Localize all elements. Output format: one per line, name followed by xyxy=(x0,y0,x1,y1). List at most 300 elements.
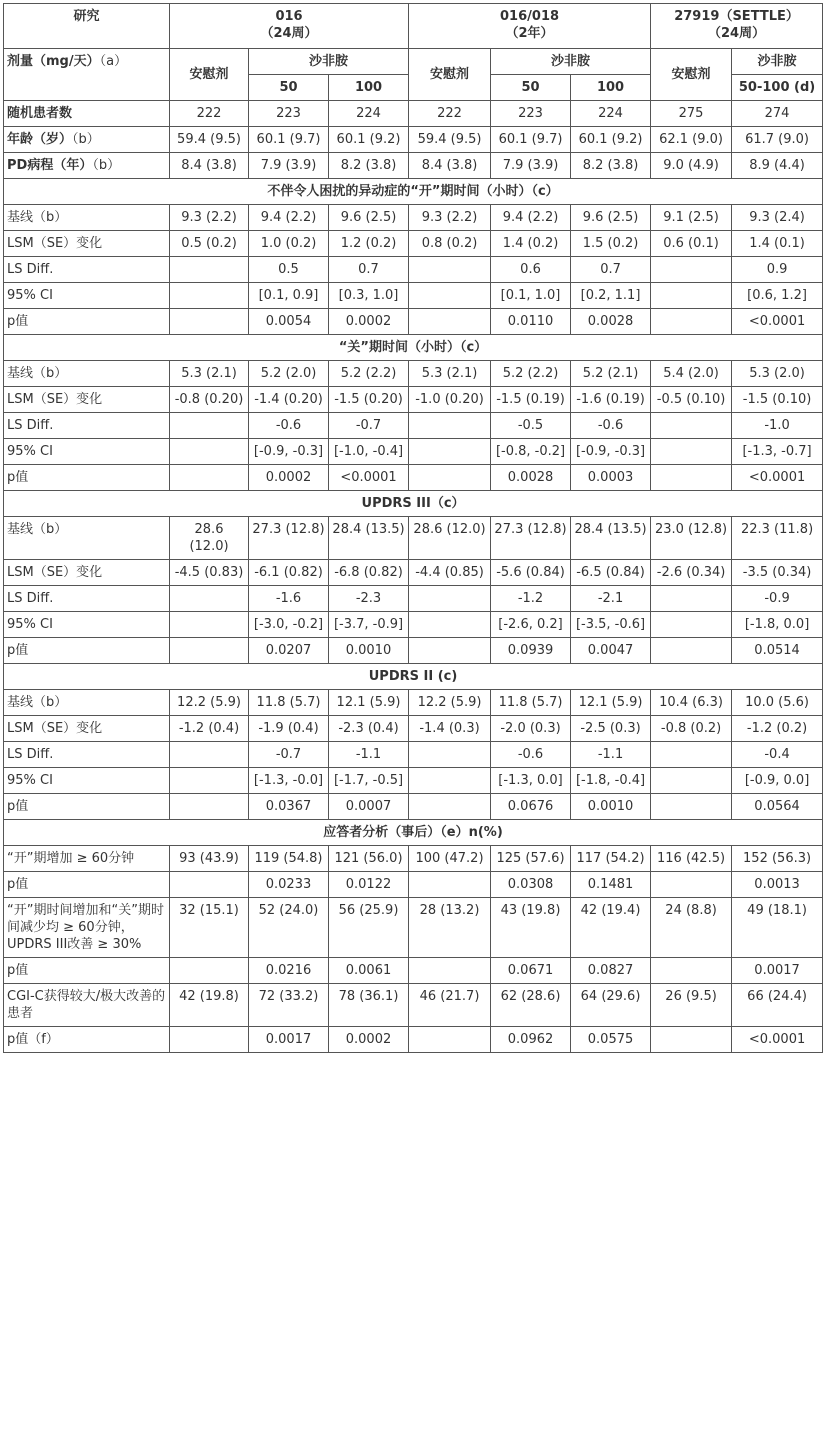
table-row xyxy=(4,716,823,742)
table-cell: -4.5 (0.83) xyxy=(170,560,249,586)
table-cell xyxy=(170,1027,249,1053)
table-cell xyxy=(651,742,732,768)
table-cell: 275 xyxy=(651,101,732,127)
table-row xyxy=(4,413,823,439)
table-cell: -1.2 (0.4) xyxy=(170,716,249,742)
row-label: p值 xyxy=(4,309,170,335)
table-cell: 49 (18.1) xyxy=(732,898,823,958)
row-label: p值 xyxy=(4,638,170,664)
table-row xyxy=(4,101,823,127)
table-cell xyxy=(651,612,732,638)
table-cell: 0.0514 xyxy=(732,638,823,664)
table-cell: 0.0028 xyxy=(571,309,651,335)
table-cell: 0.0047 xyxy=(571,638,651,664)
table-row xyxy=(4,984,823,1027)
table-cell: 28.6 (12.0) xyxy=(409,517,491,560)
header-study-016-018: 016/018 （2年） xyxy=(409,4,651,49)
table-cell: 7.9 (3.9) xyxy=(491,153,571,179)
table-row xyxy=(4,127,823,153)
table-cell: [-0.9, -0.3] xyxy=(571,439,651,465)
header-study-016: 016 （24周） xyxy=(170,4,409,49)
table-cell: 9.6 (2.5) xyxy=(329,205,409,231)
table-cell: -2.3 xyxy=(329,586,409,612)
row-label: LS Diff. xyxy=(4,586,170,612)
table-cell: 42 (19.8) xyxy=(170,984,249,1027)
table-cell: 0.0676 xyxy=(491,794,571,820)
table-cell: [-3.5, -0.6] xyxy=(571,612,651,638)
table-cell: 5.2 (2.2) xyxy=(329,361,409,387)
row-label: LS Diff. xyxy=(4,257,170,283)
table-cell: 9.3 (2.2) xyxy=(170,205,249,231)
table-cell: [0.3, 1.0] xyxy=(329,283,409,309)
header-study-27919: 27919（SETTLE） （24周） xyxy=(651,4,823,49)
header-dose-range-27919: 50-100 (d) xyxy=(732,75,823,101)
table-cell xyxy=(170,872,249,898)
table-cell: -1.0 xyxy=(732,413,823,439)
row-label: LSM（SE）变化 xyxy=(4,231,170,257)
table-cell: 0.0002 xyxy=(329,1027,409,1053)
row-label: “开”期时间增加和“关”期时间减少均 ≥ 60分钟，UPDRS III改善 ≥ 30% xyxy=(4,898,170,958)
table-cell: 223 xyxy=(491,101,571,127)
table-cell: -1.9 (0.4) xyxy=(249,716,329,742)
table-cell: 12.2 (5.9) xyxy=(170,690,249,716)
table-cell: [-0.8, -0.2] xyxy=(491,439,571,465)
table-cell: -0.7 xyxy=(329,413,409,439)
table-cell: 0.0367 xyxy=(249,794,329,820)
table-cell: 42 (19.4) xyxy=(571,898,651,958)
header-dose-label: 剂量（mg/天）（a） xyxy=(4,49,170,101)
table-cell: [-1.0, -0.4] xyxy=(329,439,409,465)
table-cell: 62 (28.6) xyxy=(491,984,571,1027)
table-cell: 121 (56.0) xyxy=(329,846,409,872)
table-cell: [-0.9, 0.0] xyxy=(732,768,823,794)
table-cell: 28.4 (13.5) xyxy=(329,517,409,560)
table-cell xyxy=(409,612,491,638)
row-label-note: （b） xyxy=(92,158,121,173)
table-row xyxy=(4,846,823,872)
table-cell: 5.3 (2.0) xyxy=(732,361,823,387)
table-row xyxy=(4,465,823,491)
table-cell: -0.4 xyxy=(732,742,823,768)
table-row xyxy=(4,257,823,283)
table-cell xyxy=(170,283,249,309)
table-cell xyxy=(170,742,249,768)
header-dose-50-016-018: 50 xyxy=(491,75,571,101)
row-label xyxy=(4,153,170,179)
table-cell xyxy=(651,283,732,309)
table-cell: 0.6 xyxy=(491,257,571,283)
table-cell: 7.9 (3.9) xyxy=(249,153,329,179)
table-cell: <0.0001 xyxy=(329,465,409,491)
table-cell: -1.2 xyxy=(491,586,571,612)
table-cell: 8.2 (3.8) xyxy=(329,153,409,179)
table-cell: 9.4 (2.2) xyxy=(249,205,329,231)
table-cell xyxy=(170,794,249,820)
table-cell: 0.0122 xyxy=(329,872,409,898)
table-cell: 32 (15.1) xyxy=(170,898,249,958)
table-cell: 152 (56.3) xyxy=(732,846,823,872)
table-cell xyxy=(651,794,732,820)
table-cell: -2.0 (0.3) xyxy=(491,716,571,742)
table-cell: 52 (24.0) xyxy=(249,898,329,958)
table-cell: 60.1 (9.2) xyxy=(571,127,651,153)
table-cell xyxy=(409,586,491,612)
table-cell: 27.3 (12.8) xyxy=(491,517,571,560)
row-label-note: （b） xyxy=(72,132,100,147)
table-cell: 11.8 (5.7) xyxy=(249,690,329,716)
header-placebo-016-018: 安慰剂 xyxy=(409,49,491,101)
table-cell: 0.1481 xyxy=(571,872,651,898)
table-cell: -2.3 (0.4) xyxy=(329,716,409,742)
table-cell: 23.0 (12.8) xyxy=(651,517,732,560)
table-cell: 11.8 (5.7) xyxy=(491,690,571,716)
table-cell xyxy=(651,465,732,491)
table-cell: 274 xyxy=(732,101,823,127)
table-cell: 24 (8.8) xyxy=(651,898,732,958)
table-cell xyxy=(170,465,249,491)
table-cell: -5.6 (0.84) xyxy=(491,560,571,586)
table-cell: [-2.6, 0.2] xyxy=(491,612,571,638)
header-dose-100-016: 100 xyxy=(329,75,409,101)
table-cell: 0.6 (0.1) xyxy=(651,231,732,257)
table-cell: -0.6 xyxy=(249,413,329,439)
table-cell: -1.1 xyxy=(329,742,409,768)
table-cell: 12.1 (5.9) xyxy=(571,690,651,716)
table-cell: 43 (19.8) xyxy=(491,898,571,958)
table-cell: 0.0575 xyxy=(571,1027,651,1053)
table-cell: 0.0010 xyxy=(571,794,651,820)
table-cell: -2.6 (0.34) xyxy=(651,560,732,586)
table-cell: 5.2 (2.2) xyxy=(491,361,571,387)
table-row xyxy=(4,690,823,716)
table-cell: 8.4 (3.8) xyxy=(409,153,491,179)
table-cell: <0.0001 xyxy=(732,465,823,491)
row-label: p值 xyxy=(4,794,170,820)
table-cell: 72 (33.2) xyxy=(249,984,329,1027)
row-label: LSM（SE）变化 xyxy=(4,387,170,413)
table-cell: 0.0017 xyxy=(732,958,823,984)
table-cell: 0.9 xyxy=(732,257,823,283)
table-cell: [0.6, 1.2] xyxy=(732,283,823,309)
header-safinamide-016-018: 沙非胺 xyxy=(491,49,651,75)
table-cell: 8.4 (3.8) xyxy=(170,153,249,179)
table-row xyxy=(4,586,823,612)
row-label: 95% CI xyxy=(4,768,170,794)
table-cell: -1.6 (0.19) xyxy=(571,387,651,413)
table-cell: 0.0013 xyxy=(732,872,823,898)
row-label: LSM（SE）变化 xyxy=(4,716,170,742)
table-cell: 1.4 (0.1) xyxy=(732,231,823,257)
table-cell xyxy=(170,413,249,439)
row-label: p值（f） xyxy=(4,1027,170,1053)
table-cell: -0.7 xyxy=(249,742,329,768)
table-cell: 28.4 (13.5) xyxy=(571,517,651,560)
section-title: “关”期时间（小时）（c） xyxy=(4,335,823,361)
table-cell: 22.3 (11.8) xyxy=(732,517,823,560)
header-placebo-016: 安慰剂 xyxy=(170,49,249,101)
table-cell xyxy=(651,257,732,283)
table-cell: 12.1 (5.9) xyxy=(329,690,409,716)
table-cell: -3.5 (0.34) xyxy=(732,560,823,586)
table-cell: 59.4 (9.5) xyxy=(409,127,491,153)
header-row-study xyxy=(4,4,823,49)
table-cell: 0.0827 xyxy=(571,958,651,984)
table-cell: 0.0002 xyxy=(329,309,409,335)
table-cell: 12.2 (5.9) xyxy=(409,690,491,716)
table-cell xyxy=(409,257,491,283)
table-cell: -1.5 (0.19) xyxy=(491,387,571,413)
table-cell xyxy=(651,586,732,612)
table-row xyxy=(4,638,823,664)
table-cell xyxy=(409,309,491,335)
row-label-text: PD病程（年） xyxy=(7,158,93,173)
table-cell: 0.8 (0.2) xyxy=(409,231,491,257)
table-cell: [-3.7, -0.9] xyxy=(329,612,409,638)
table-cell: 62.1 (9.0) xyxy=(651,127,732,153)
table-cell: 10.0 (5.6) xyxy=(732,690,823,716)
header-study-label: 研究 xyxy=(4,4,170,49)
table-cell: 0.0061 xyxy=(329,958,409,984)
table-cell xyxy=(170,309,249,335)
table-cell: 0.0017 xyxy=(249,1027,329,1053)
table-cell: -1.0 (0.20) xyxy=(409,387,491,413)
header-placebo-27919: 安慰剂 xyxy=(651,49,732,101)
table-cell: 100 (47.2) xyxy=(409,846,491,872)
table-row xyxy=(4,387,823,413)
table-cell xyxy=(651,872,732,898)
table-cell xyxy=(409,439,491,465)
section-title: 不伴令人困扰的异动症的“开”期时间（小时）（c） xyxy=(4,179,823,205)
table-cell: 1.4 (0.2) xyxy=(491,231,571,257)
table-cell: -1.4 (0.20) xyxy=(249,387,329,413)
table-cell: 0.0564 xyxy=(732,794,823,820)
table-cell: [-1.8, -0.4] xyxy=(571,768,651,794)
table-cell: 0.0207 xyxy=(249,638,329,664)
row-label: LS Diff. xyxy=(4,413,170,439)
header-safinamide-016: 沙非胺 xyxy=(249,49,409,75)
section-title: 应答者分析（事后）（e）n(%) xyxy=(4,820,823,846)
table-row xyxy=(4,898,823,958)
table-cell: -1.1 xyxy=(571,742,651,768)
table-cell: 223 xyxy=(249,101,329,127)
table-cell: 5.2 (2.0) xyxy=(249,361,329,387)
table-cell: 28.6 (12.0) xyxy=(170,517,249,560)
table-row xyxy=(4,794,823,820)
table-cell: 0.7 xyxy=(329,257,409,283)
table-cell: -1.2 (0.2) xyxy=(732,716,823,742)
table-cell: -0.6 xyxy=(571,413,651,439)
table-cell xyxy=(651,638,732,664)
table-cell: 10.4 (6.3) xyxy=(651,690,732,716)
table-cell: 224 xyxy=(571,101,651,127)
table-cell: 0.0054 xyxy=(249,309,329,335)
row-label: 基线（b） xyxy=(4,517,170,560)
table-cell: 125 (57.6) xyxy=(491,846,571,872)
table-cell: 61.7 (9.0) xyxy=(732,127,823,153)
table-cell: [-0.9, -0.3] xyxy=(249,439,329,465)
table-cell: 0.0962 xyxy=(491,1027,571,1053)
row-label: CGI-C获得较大/极大改善的患者 xyxy=(4,984,170,1027)
row-label: 基线（b） xyxy=(4,361,170,387)
table-row xyxy=(4,742,823,768)
table-cell: 117 (54.2) xyxy=(571,846,651,872)
table-cell xyxy=(170,586,249,612)
header-safinamide-27919: 沙非胺 xyxy=(732,49,823,75)
table-cell: -1.5 (0.10) xyxy=(732,387,823,413)
table-cell: [0.1, 0.9] xyxy=(249,283,329,309)
table-cell: -6.1 (0.82) xyxy=(249,560,329,586)
table-cell: 0.0308 xyxy=(491,872,571,898)
table-cell: 0.5 xyxy=(249,257,329,283)
table-cell: -4.4 (0.85) xyxy=(409,560,491,586)
row-label: 95% CI xyxy=(4,612,170,638)
table-cell: 93 (43.9) xyxy=(170,846,249,872)
table-cell: [-1.8, 0.0] xyxy=(732,612,823,638)
table-row xyxy=(4,205,823,231)
table-row xyxy=(4,439,823,465)
table-row xyxy=(4,153,823,179)
row-label: LSM（SE）变化 xyxy=(4,560,170,586)
table-cell xyxy=(651,413,732,439)
section-header-row xyxy=(4,335,823,361)
table-cell: -0.8 (0.20) xyxy=(170,387,249,413)
table-cell xyxy=(409,1027,491,1053)
table-row xyxy=(4,768,823,794)
row-label: 基线（b） xyxy=(4,690,170,716)
table-row xyxy=(4,231,823,257)
table-cell xyxy=(409,742,491,768)
section-title: UPDRS II (c) xyxy=(4,664,823,690)
table-row xyxy=(4,958,823,984)
table-cell: 224 xyxy=(329,101,409,127)
row-label-text: 随机患者数 xyxy=(7,106,73,121)
table-cell: -0.9 xyxy=(732,586,823,612)
table-cell: 64 (29.6) xyxy=(571,984,651,1027)
table-cell: 60.1 (9.7) xyxy=(491,127,571,153)
table-cell: 9.6 (2.5) xyxy=(571,205,651,231)
table-cell: 9.3 (2.2) xyxy=(409,205,491,231)
table-cell: 0.0671 xyxy=(491,958,571,984)
table-cell xyxy=(409,958,491,984)
table-cell: 5.2 (2.1) xyxy=(571,361,651,387)
table-cell xyxy=(651,1027,732,1053)
table-row xyxy=(4,309,823,335)
table-cell: [0.2, 1.1] xyxy=(571,283,651,309)
table-cell: 0.0110 xyxy=(491,309,571,335)
row-label xyxy=(4,127,170,153)
table-cell: 56 (25.9) xyxy=(329,898,409,958)
table-cell: 0.0233 xyxy=(249,872,329,898)
table-cell xyxy=(409,413,491,439)
row-label: 基线（b） xyxy=(4,205,170,231)
table-cell xyxy=(409,794,491,820)
table-cell: 0.0216 xyxy=(249,958,329,984)
table-cell: 59.4 (9.5) xyxy=(170,127,249,153)
row-label: p值 xyxy=(4,872,170,898)
table-cell xyxy=(409,768,491,794)
table-cell: 1.5 (0.2) xyxy=(571,231,651,257)
table-cell xyxy=(170,768,249,794)
table-cell xyxy=(651,309,732,335)
table-cell: -0.5 (0.10) xyxy=(651,387,732,413)
table-cell: 60.1 (9.2) xyxy=(329,127,409,153)
header-dose-50-016: 50 xyxy=(249,75,329,101)
row-label: p值 xyxy=(4,465,170,491)
row-label: p值 xyxy=(4,958,170,984)
row-label-text: 年龄（岁） xyxy=(7,132,73,147)
table-cell: 116 (42.5) xyxy=(651,846,732,872)
table-cell xyxy=(651,768,732,794)
table-cell: <0.0001 xyxy=(732,309,823,335)
table-cell: -2.5 (0.3) xyxy=(571,716,651,742)
table-cell: 28 (13.2) xyxy=(409,898,491,958)
table-cell: 0.5 (0.2) xyxy=(170,231,249,257)
table-cell: -0.5 xyxy=(491,413,571,439)
table-cell: [-1.7, -0.5] xyxy=(329,768,409,794)
table-row xyxy=(4,517,823,560)
table-cell: -0.6 xyxy=(491,742,571,768)
table-cell: 26 (9.5) xyxy=(651,984,732,1027)
table-cell: 66 (24.4) xyxy=(732,984,823,1027)
table-cell: 9.1 (2.5) xyxy=(651,205,732,231)
table-cell: 0.0003 xyxy=(571,465,651,491)
table-cell: [0.1, 1.0] xyxy=(491,283,571,309)
table-cell xyxy=(170,958,249,984)
table-cell: -1.4 (0.3) xyxy=(409,716,491,742)
table-row xyxy=(4,361,823,387)
table-cell: 0.0007 xyxy=(329,794,409,820)
table-cell xyxy=(651,439,732,465)
table-cell: 60.1 (9.7) xyxy=(249,127,329,153)
table-cell: <0.0001 xyxy=(732,1027,823,1053)
table-cell: -6.8 (0.82) xyxy=(329,560,409,586)
table-row xyxy=(4,560,823,586)
section-header-row xyxy=(4,491,823,517)
table-cell xyxy=(409,283,491,309)
section-title: UPDRS III（c） xyxy=(4,491,823,517)
table-cell: 1.2 (0.2) xyxy=(329,231,409,257)
table-cell: 0.0028 xyxy=(491,465,571,491)
table-cell: 46 (21.7) xyxy=(409,984,491,1027)
table-row xyxy=(4,1027,823,1053)
table-cell: -6.5 (0.84) xyxy=(571,560,651,586)
table-cell: 27.3 (12.8) xyxy=(249,517,329,560)
header-dose-100-016-018: 100 xyxy=(571,75,651,101)
section-header-row xyxy=(4,820,823,846)
row-label: “开”期增加 ≥ 60分钟 xyxy=(4,846,170,872)
table-cell xyxy=(170,638,249,664)
table-cell: -2.1 xyxy=(571,586,651,612)
table-cell: 9.4 (2.2) xyxy=(491,205,571,231)
table-cell: [-1.3, -0.7] xyxy=(732,439,823,465)
table-cell: 9.3 (2.4) xyxy=(732,205,823,231)
table-cell xyxy=(170,257,249,283)
table-cell: [-1.3, -0.0] xyxy=(249,768,329,794)
table-cell: 0.0010 xyxy=(329,638,409,664)
table-cell: 5.3 (2.1) xyxy=(409,361,491,387)
table-cell: 1.0 (0.2) xyxy=(249,231,329,257)
table-cell xyxy=(409,872,491,898)
table-cell xyxy=(409,638,491,664)
table-cell: 0.0939 xyxy=(491,638,571,664)
section-header-row xyxy=(4,179,823,205)
table-cell: 119 (54.8) xyxy=(249,846,329,872)
table-row xyxy=(4,283,823,309)
table-cell: 0.0002 xyxy=(249,465,329,491)
table-cell: 5.4 (2.0) xyxy=(651,361,732,387)
table-cell: 8.9 (4.4) xyxy=(732,153,823,179)
row-label: 95% CI xyxy=(4,283,170,309)
